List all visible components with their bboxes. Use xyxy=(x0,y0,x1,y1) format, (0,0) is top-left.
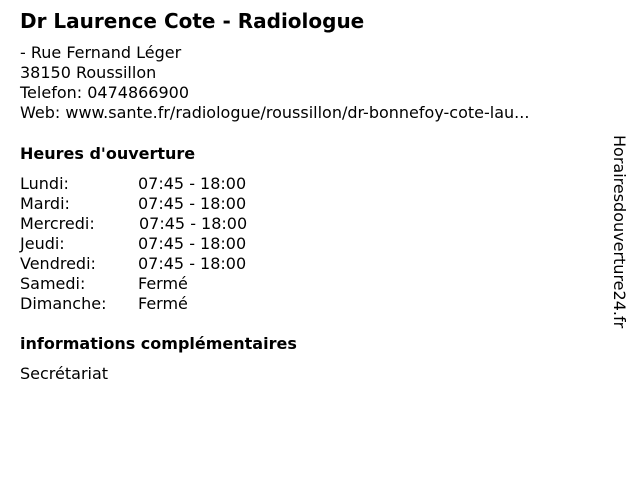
opening-hours-table xyxy=(20,174,320,314)
hours-row-friday xyxy=(20,254,320,274)
website-link[interactable]: Web: www.sante.fr/radiologue/roussillon/dr-bonnefoy-cote-lau... xyxy=(20,103,530,122)
day-label: Mardi: xyxy=(20,194,70,213)
hours-row-sunday xyxy=(20,294,320,314)
hours-value: 07:45 - 18:00 xyxy=(139,214,248,233)
info-text: Secrétariat xyxy=(20,364,109,383)
hours-value: 07:45 - 18:00 xyxy=(138,254,247,273)
site-brand-label: Horairesdouverture24.fr xyxy=(610,135,629,329)
hours-value: 07:45 - 18:00 xyxy=(138,194,247,213)
day-label: Lundi: xyxy=(20,174,69,193)
street-address: - Rue Fernand Léger xyxy=(20,43,182,62)
info-heading: informations complémentaires xyxy=(20,334,297,353)
hours-value: Fermé xyxy=(138,294,188,313)
day-label: Dimanche: xyxy=(20,294,107,313)
hours-row-thursday xyxy=(20,234,320,254)
address-block xyxy=(20,43,529,123)
day-label: Jeudi: xyxy=(20,234,65,253)
day-label: Samedi: xyxy=(20,274,86,293)
hours-row-saturday xyxy=(20,274,320,294)
hours-row-monday xyxy=(20,174,320,194)
hours-value: 07:45 - 18:00 xyxy=(138,174,247,193)
hours-value: Fermé xyxy=(138,274,188,293)
phone-number: Telefon: 0474866900 xyxy=(20,83,190,102)
day-label: Mercredi: xyxy=(20,214,95,233)
page-title: Dr Laurence Cote - Radiologue xyxy=(20,9,365,33)
day-label: Vendredi: xyxy=(20,254,96,273)
city-address: 38150 Roussillon xyxy=(20,63,157,82)
hours-row-wednesday xyxy=(20,214,320,234)
hours-value: 07:45 - 18:00 xyxy=(138,234,247,253)
hours-row-tuesday xyxy=(20,194,320,214)
hours-heading: Heures d'ouverture xyxy=(20,144,196,163)
